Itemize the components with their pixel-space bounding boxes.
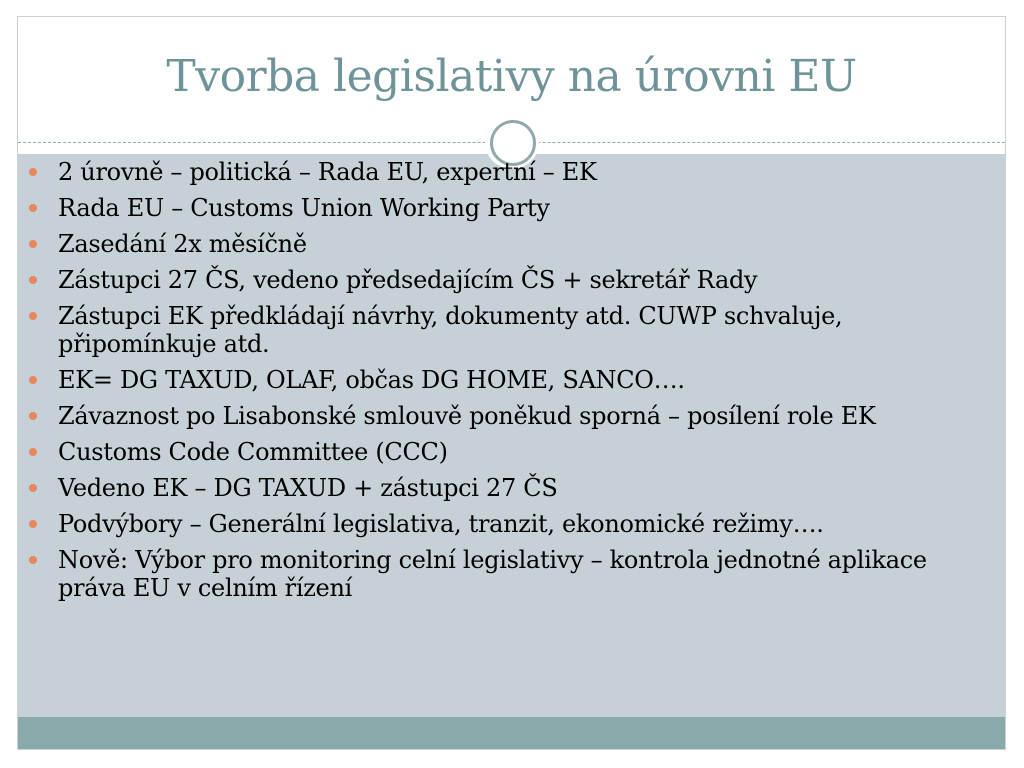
bullet-text: EK= DG TAXUD, OLAF, občas DG HOME, SANCO…. [58,366,685,394]
bullet-dot-icon [29,556,37,564]
bullet-item [29,366,969,394]
bullet-item [29,474,969,502]
bullet-item [29,438,969,466]
bullet-text: Podvýbory – Generální legislativa, tranzit, ekonomické režimy…. [58,510,824,538]
bullet-text: Zasedání 2x měsíčně [58,230,307,258]
bullet-text: Customs Code Committee (CCC) [58,438,448,466]
bullet-text: Nově: Výbor pro monitoring celní legislativy – kontrola jednotné aplikace práva EU v celním řízení [58,546,927,602]
bullet-text: Závaznost po Lisabonské smlouvě poněkud sporná – posílení role EK [58,402,876,430]
bullet-dot-icon [29,484,37,492]
bullet-list [29,158,969,610]
bullet-text: Vedeno EK – DG TAXUD + zástupci 27 ČS [58,474,558,502]
bullet-item [29,266,969,294]
slide-title: Tvorba legislativy na úrovni EU [166,51,857,102]
bullet-dot-icon [29,240,37,248]
bullet-dot-icon [29,520,37,528]
bullet-text: Zástupci EK předkládají návrhy, dokumenty atd. CUWP schvaluje, připomínkuje atd. [58,302,843,358]
bullet-text: 2 úrovně – politická – Rada EU, expertní – EK [58,158,597,186]
bullet-dot-icon [29,276,37,284]
bullet-item [29,194,969,222]
bullet-dot-icon [29,204,37,212]
bullet-item [29,302,969,358]
bullet-item [29,402,969,430]
bullet-dot-icon [29,168,37,176]
bullet-item [29,546,969,602]
bullet-item [29,158,969,186]
bullet-dot-icon [29,448,37,456]
bullet-text: Zástupci 27 ČS, vedeno předsedajícím ČS + sekretář Rady [58,266,758,294]
bullet-item [29,510,969,538]
bullet-dot-icon [29,312,37,320]
bullet-dot-icon [29,412,37,420]
bullet-dot-icon [29,376,37,384]
bullet-item [29,230,969,258]
bullet-text: Rada EU – Customs Union Working Party [58,194,550,222]
footer-bar [18,717,1005,749]
